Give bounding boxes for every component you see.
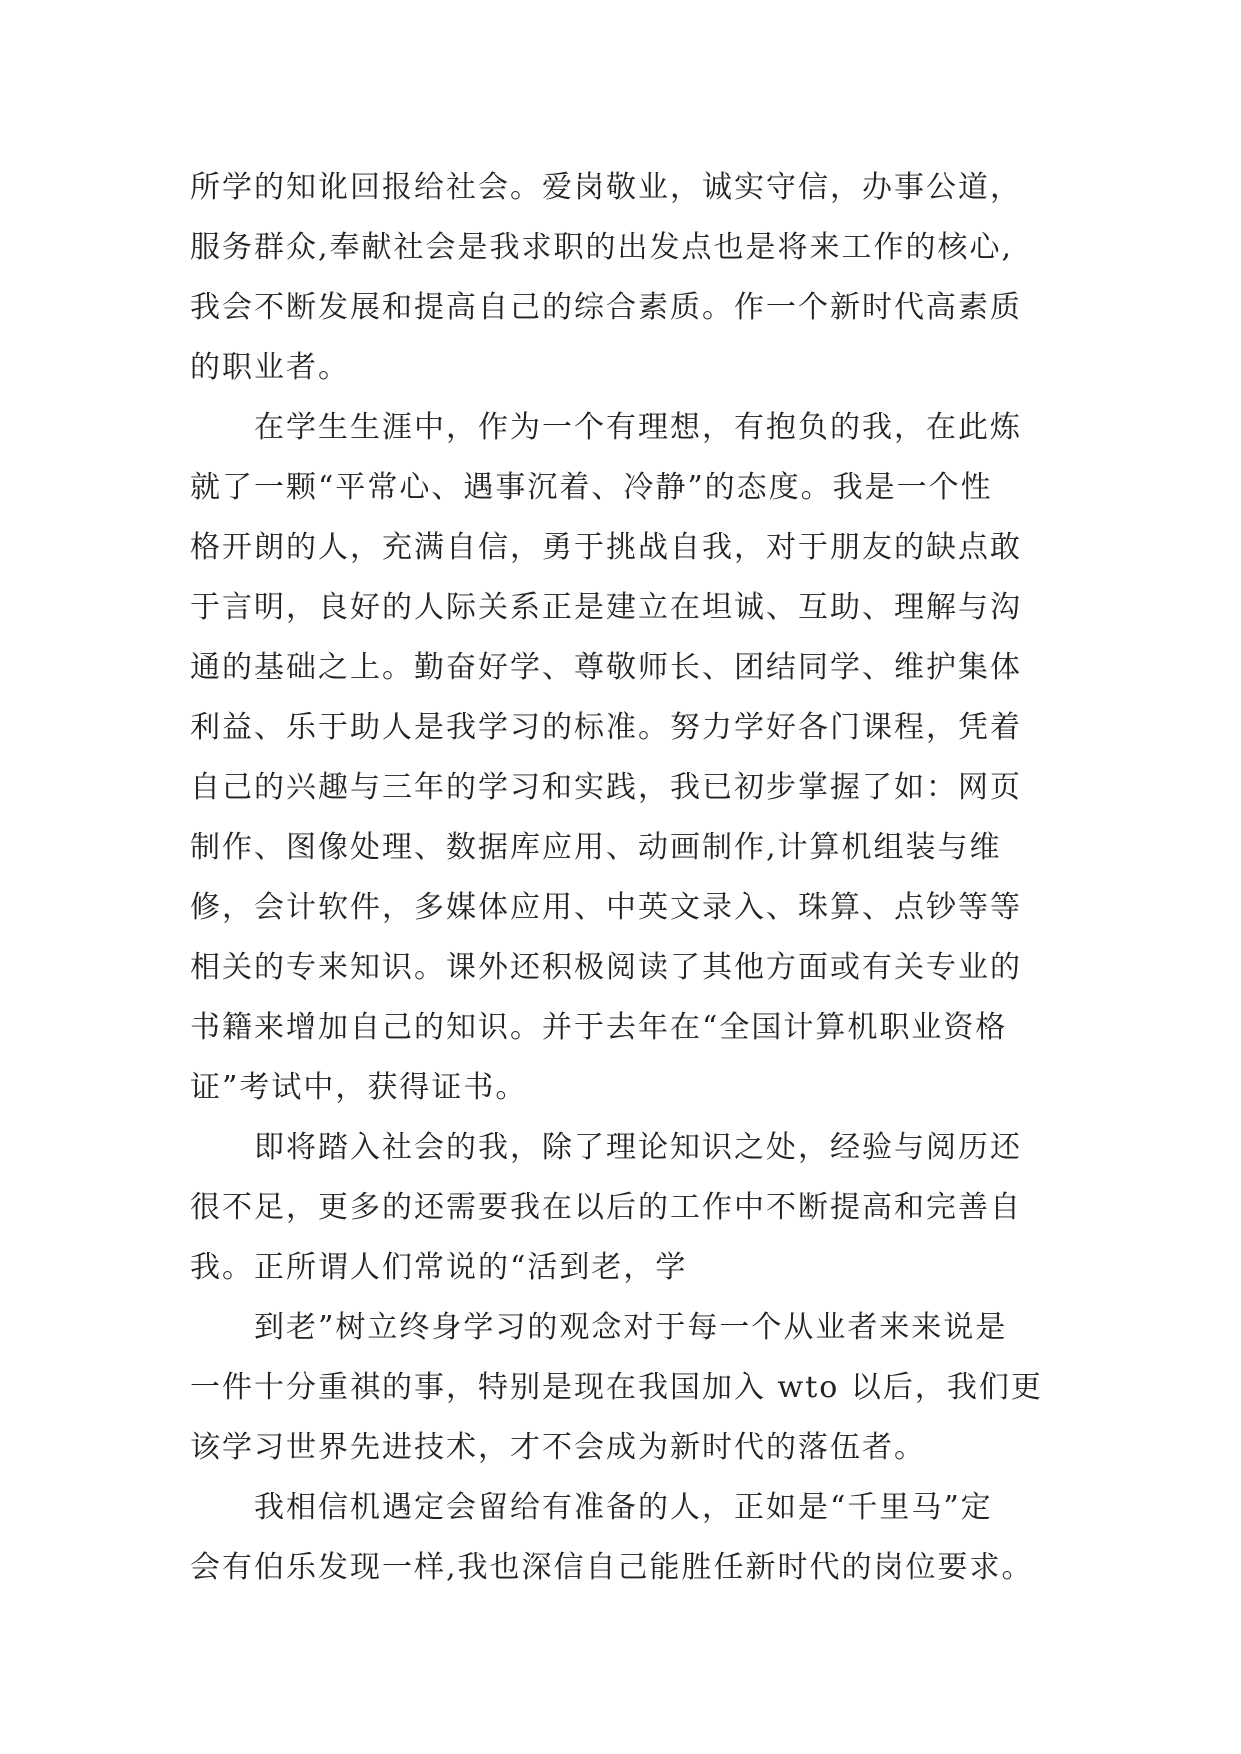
text-line: 于言明，良好的人际关系正是建立在坦诚、互助、理解与沟 (190, 590, 1022, 625)
text-line: 服务群众,奉献社会是我求职的出发点也是将来工作的核心, (190, 230, 1014, 265)
text-line: 我。正所谓人们常说的“活到老，学 (190, 1250, 688, 1285)
text-line: 我会不断发展和提高自己的综合素质。作一个新时代高素质 (190, 290, 1022, 325)
document-body (190, 158, 1090, 1598)
text-line: 就了一颗“平常心、遇事沉着、冷静”的态度。我是一个性 (190, 470, 993, 505)
paragraph-first-line: 即将踏入社会的我，除了理论知识之处，经验与阅历还 (254, 1130, 1022, 1165)
text-line: 该学习世界先进技术，才不会成为新时代的落伍者。 (190, 1430, 926, 1465)
paragraph-first-line: 到老”树立终身学习的观念对于每一个从业者来来说是 (254, 1310, 1008, 1345)
paragraph-first-line: 在学生生涯中，作为一个有理想，有抱负的我，在此炼 (254, 410, 1022, 445)
text-line: 自己的兴趣与三年的学习和实践，我已初步掌握了如：网页 (190, 770, 1022, 805)
text-line: 书籍来增加自己的知识。并于去年在“全国计算机职业资格 (190, 1010, 1008, 1045)
text-line: 制作、图像处理、数据库应用、动画制作,计算机组装与维 (190, 830, 1002, 865)
text-line: 相关的专来知识。课外还积极阅读了其他方面或有关专业的 (190, 950, 1022, 985)
text-line: 所学的知讹回报给社会。爱岗敬业，诚实守信，办事公道， (190, 170, 1022, 205)
paragraph-first-line: 我相信机遇定会留给有准备的人，正如是“千里马”定 (254, 1490, 993, 1525)
text-line: 一件十分重祺的事，特别是现在我国加入 wto 以后，我们更 (190, 1370, 1043, 1405)
text-line: 的职业者。 (190, 350, 350, 385)
text-line: 通的基础之上。勤奋好学、尊敬师长、团结同学、维护集体 (190, 650, 1022, 685)
text-line: 修，会计软件，多媒体应用、中英文录入、珠算、点钞等等 (190, 890, 1022, 925)
text-line: 格开朗的人，充满自信，勇于挑战自我，对于朋友的缺点敢 (190, 530, 1022, 565)
text-line: 会有伯乐发现一样,我也深信自己能胜任新时代的岗位要求。 (190, 1550, 1034, 1585)
text-line: 利益、乐于助人是我学习的标准。努力学好各门课程，凭着 (190, 710, 1022, 745)
text-line: 证”考试中，获得证书。 (190, 1070, 528, 1105)
text-line: 很不足，更多的还需要我在以后的工作中不断提高和完善自 (190, 1190, 1022, 1225)
